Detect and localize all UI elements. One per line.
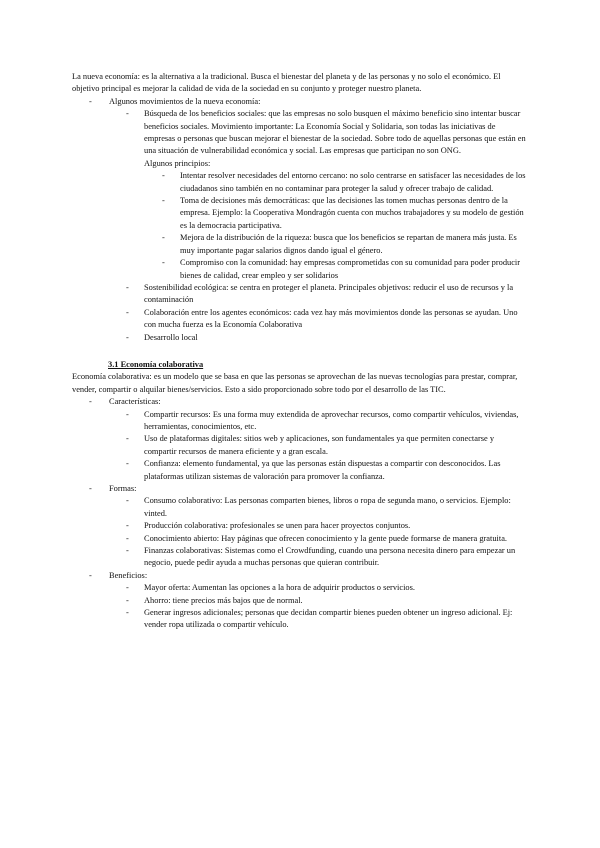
principios-label: Algunos principios:: [144, 158, 211, 168]
list-item: - Colaboración entre los agentes económicos: cada vez hay más movimientos donde las personas se ayudan. Uno con mucha fuerza es la Economía Colaborativa: [126, 307, 518, 330]
list-item: - Búsqueda de los beneficios sociales: que las empresas no solo busquen el máximo beneficio sino intentar buscar beneficios sociales. Movimiento importante: La Economía Social y Solidaria, son todas las iniciativas de empresas o personas que buscan mejorar el bienestar de la sociedad. Sobre todo de aquellas personas que están en una situación de vulnerabilidad económica y social. Las empresas que participan no son ONG.: [126, 109, 526, 156]
list-item: - Finanzas colaborativas: Sistemas como el Crowdfunding, cuando una persona necesita dinero para empezar un negocio, puede pedir ayuda a muchas personas que quieran contribuir.: [126, 546, 516, 568]
caracteristicas-label: Características:: [109, 397, 161, 407]
formas-label: Formas:: [109, 484, 137, 493]
list-item: - Producción colaborativa: profesionales se unen para hacer proyectos conjuntos.: [126, 521, 411, 531]
list-item: - Compartir recursos: Es una forma muy extendida de aprovechar recursos, como compartir vehículos, viviendas, herramientas, conocimientos, etc.: [126, 409, 519, 431]
list-item: - Beneficios:: [89, 570, 148, 580]
list-item: - Compromiso con la comunidad: hay empresas comprometidas con su comunidad para poder producir bienes de calidad, crear empleo y ser solidarios: [162, 258, 521, 280]
list-item: - Confianza: elemento fundamental, ya que las personas están dispuestas a compartir con desconocidos. Las plataformas utilizan sistemas de valoración para promover la confianza.: [126, 459, 501, 481]
intro-paragraph: La nueva economía: es la alternativa a la tradicional. Busca el bienestar del planeta y de las personas y no solo el económico. El objetivo principal es mejorar la calidad de vida de la sociedad en su conjunto y proteger nuestro planeta.: [72, 72, 501, 94]
list-item: - Consumo colaborativo: Las personas comparten bienes, libros o ropa de segunda mano, o servicios. Ejemplo: vinted.: [126, 496, 511, 518]
beneficios-label: Beneficios:: [109, 570, 148, 580]
definition-paragraph: Economía colaborativa: es un modelo que se basa en que las personas se aprovechan de las nuevas tecnologías para prestar, comprar, vender, compartir o alquilar bienes/servicios. Esto a sido proporcionado sobre todo por el desarrollo de las TIC.: [72, 372, 518, 394]
list-item: - Conocimiento abierto: Hay páginas que ofrecen conocimiento y la gente puede formarse de manera gratuita.: [126, 533, 508, 543]
list-item: - Uso de plataformas digitales: sitios web y aplicaciones, son fundamentales ya que permiten conectarse y compartir recursos de manera eficiente y a gran escala.: [126, 434, 495, 456]
list-item: - Formas:: [89, 484, 137, 493]
list-item: - Generar ingresos adicionales; personas que decidan compartir bienes pueden obtener un ingreso adicional. Ej: vender ropa utilizada o compartir vehículo.: [126, 608, 513, 630]
list-item: - Sostenibilidad ecológica: se centra en proteger el planeta. Principales objetivos: reducir el uso de recursos y la contaminación: [126, 282, 514, 305]
list-item: - Ahorro: tiene precios más bajos que de normal.: [126, 595, 303, 605]
list-item: - Mayor oferta: Aumentan las opciones a la hora de adquirir productos o servicios.: [126, 583, 415, 593]
busqueda-text: Búsqueda de los beneficios sociales: que las empresas no solo busquen el máximo beneficio sino intentar buscar beneficios sociales. Movimiento importante: La Economía Social y Solidaria, son todas las iniciativas de empresas o personas que buscan mejorar el bienestar de la sociedad. Sobre todo de aquellas personas que están en una situación de vulnerabilidad económica y social. Las empresas que participan no son ONG.: [144, 109, 526, 156]
list-item: - Intentar resolver necesidades del entorno cercano: no solo centrarse en satisfacer las necesidades de los ciudadanos sino también en no contaminar para proteger la salud y ofrecer trabajo de calidad.: [162, 171, 526, 193]
document-page: [72, 71, 528, 632]
movimientos-label: Algunos movimientos de la nueva economía:: [109, 96, 261, 106]
list-item: - Desarrollo local: [126, 332, 198, 342]
list-item: - Algunos movimientos de la nueva economía:: [89, 96, 261, 106]
list-item: - Características:: [89, 397, 161, 407]
list-item: - Toma de decisiones más democráticas: que las decisiones las tomen muchas personas dentro de la empresa. Ejemplo: la Cooperativa Mondragón cuenta con muchos trabajadores y su modelo de gestión es la democracia participativa.: [162, 196, 524, 230]
list-item: - Mejora de la distribución de la riqueza: busca que los beneficios se repartan de manera más justa. Es muy importante pagar salarios dignos dando igual el género.: [162, 233, 517, 255]
section-heading: 3.1 Economía colaborativa: [108, 359, 204, 369]
